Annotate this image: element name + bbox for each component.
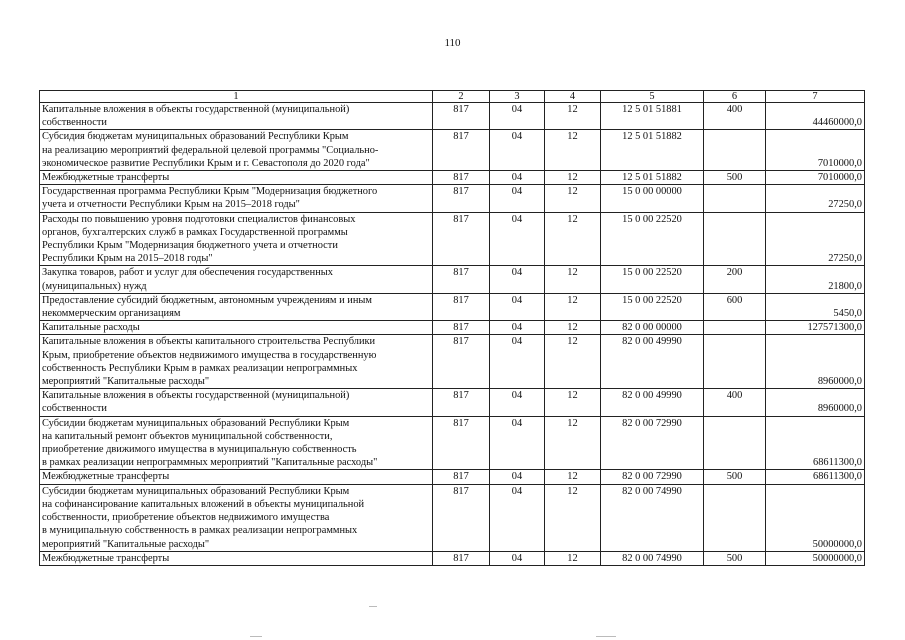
row-cell-c3: 04 — [490, 551, 545, 565]
row-cell-c6 — [704, 416, 766, 470]
row-name-line: собственности — [42, 117, 107, 129]
row-name-cell — [40, 185, 433, 212]
row-cell-c5: 82 0 00 49990 — [601, 389, 704, 416]
header-cell-7: 7 — [766, 91, 865, 103]
row-name-line: мероприятий "Капитальные расходы" — [42, 538, 210, 550]
row-name-line: (муниципальных) нужд — [42, 280, 147, 292]
row-cell-c4: 12 — [545, 321, 601, 335]
row-cell-c5: 15 0 00 22520 — [601, 293, 704, 320]
row-cell-c4: 12 — [545, 130, 601, 171]
row-cell-c3: 04 — [490, 470, 545, 484]
row-amount-cell: 44460000,0 — [766, 103, 865, 130]
row-name-line: Капитальные вложения в объекты государственной (муниципальной) — [42, 390, 350, 402]
row-cell-c6: 500 — [704, 551, 766, 565]
row-cell-c3: 04 — [490, 293, 545, 320]
row-name-line: в рамках реализации непрограммных мероприятий "Капитальные расходы" — [42, 457, 378, 469]
row-name-cell — [40, 293, 433, 320]
header-cell-5: 5 — [601, 91, 704, 103]
row-name-line: собственности — [42, 403, 107, 415]
row-name-line: Межбюджетные трансферты — [42, 552, 170, 564]
row-cell-c5: 82 0 00 00000 — [601, 321, 704, 335]
row-cell-c6: 600 — [704, 293, 766, 320]
row-cell-c5: 82 0 00 74990 — [601, 551, 704, 565]
row-name-line: Субсидии бюджетам муниципальных образований Республики Крым — [42, 485, 350, 497]
row-cell-c3: 04 — [490, 212, 545, 266]
row-cell-c2: 817 — [433, 212, 490, 266]
table-row — [40, 484, 865, 551]
row-amount-cell: 21800,0 — [766, 266, 865, 293]
table-row — [40, 266, 865, 293]
header-cell-2: 2 — [433, 91, 490, 103]
row-cell-c4: 12 — [545, 212, 601, 266]
row-amount-cell: 50000000,0 — [766, 551, 865, 565]
row-cell-c6 — [704, 335, 766, 389]
table-row — [40, 171, 865, 185]
budget-table — [39, 90, 865, 566]
row-cell-c6 — [704, 185, 766, 212]
row-cell-c4: 12 — [545, 335, 601, 389]
row-name-line: на софинансирование капитальных вложений в объекты муниципальной — [42, 498, 365, 510]
row-cell-c2: 817 — [433, 389, 490, 416]
row-cell-c5: 12 5 01 51882 — [601, 130, 704, 171]
row-cell-c3: 04 — [490, 171, 545, 185]
table-row — [40, 185, 865, 212]
row-amount-cell: 8960000,0 — [766, 335, 865, 389]
row-amount-cell: 50000000,0 — [766, 484, 865, 551]
row-name-line: учета и отчетности Республики Крым на 2015–2018 годы" — [42, 199, 300, 211]
row-name-line: Республики Крым "Модернизация бюджетного учета и отчетности — [42, 240, 338, 252]
row-name-line: Государственная программа Республики Крым "Модернизация бюджетного — [42, 186, 378, 198]
row-cell-c3: 04 — [490, 389, 545, 416]
header-cell-4: 4 — [545, 91, 601, 103]
row-name-cell — [40, 416, 433, 470]
row-name-line: Расходы по повышению уровня подготовки специалистов финансовых — [42, 213, 356, 225]
row-cell-c4: 12 — [545, 293, 601, 320]
row-cell-c6: 500 — [704, 171, 766, 185]
table-row — [40, 212, 865, 266]
row-name-cell — [40, 389, 433, 416]
row-cell-c3: 04 — [490, 484, 545, 551]
row-name-line: собственность Республики Крым в рамках реализации непрограммных — [42, 362, 358, 374]
table-body — [40, 103, 865, 566]
row-name-line: на капитальный ремонт объектов муниципальной собственности, — [42, 430, 333, 442]
row-cell-c5: 82 0 00 72990 — [601, 470, 704, 484]
row-amount-cell: 7010000,0 — [766, 171, 865, 185]
row-name-cell — [40, 484, 433, 551]
table-row — [40, 389, 865, 416]
header-cell-6: 6 — [704, 91, 766, 103]
row-name-cell — [40, 103, 433, 130]
header-row — [40, 91, 865, 103]
row-cell-c2: 817 — [433, 266, 490, 293]
row-cell-c4: 12 — [545, 171, 601, 185]
row-cell-c4: 12 — [545, 103, 601, 130]
row-cell-c3: 04 — [490, 416, 545, 470]
row-cell-c2: 817 — [433, 293, 490, 320]
row-name-cell — [40, 335, 433, 389]
row-cell-c6: 400 — [704, 103, 766, 130]
row-name-line: Республики Крым на 2015–2018 годы" — [42, 253, 213, 265]
row-amount-cell: 7010000,0 — [766, 130, 865, 171]
row-name-line: Субсидии бюджетам муниципальных образований Республики Крым — [42, 417, 350, 429]
row-name-line: Крым, приобретение объектов недвижимого имущества в государственную — [42, 349, 377, 361]
row-cell-c2: 817 — [433, 551, 490, 565]
row-name-cell — [40, 212, 433, 266]
row-name-line: приобретение движимого имущества в муниципальную собственность — [42, 444, 357, 456]
row-amount-cell: 127571300,0 — [766, 321, 865, 335]
row-amount-cell: 5450,0 — [766, 293, 865, 320]
row-cell-c6 — [704, 321, 766, 335]
row-cell-c4: 12 — [545, 266, 601, 293]
row-cell-c4: 12 — [545, 470, 601, 484]
row-name-cell — [40, 321, 433, 335]
row-cell-c3: 04 — [490, 130, 545, 171]
row-cell-c3: 04 — [490, 185, 545, 212]
row-name-line: собственности, приобретение объектов недвижимого имущества — [42, 512, 330, 524]
row-name-line: экономическое развитие Республики Крым и г. Севастополя до 2020 года" — [42, 157, 370, 169]
row-cell-c4: 12 — [545, 484, 601, 551]
row-amount-cell: 8960000,0 — [766, 389, 865, 416]
row-amount-cell: 27250,0 — [766, 212, 865, 266]
row-name-line: Капитальные расходы — [42, 322, 140, 334]
row-cell-c5: 12 5 01 51881 — [601, 103, 704, 130]
row-cell-c3: 04 — [490, 103, 545, 130]
row-cell-c2: 817 — [433, 484, 490, 551]
row-name-line: Субсидия бюджетам муниципальных образований Республики Крым — [42, 131, 349, 143]
row-cell-c6 — [704, 212, 766, 266]
row-name-line: на реализацию мероприятий федеральной целевой программы "Социально- — [42, 144, 379, 156]
row-cell-c2: 817 — [433, 321, 490, 335]
row-name-line: некоммерческим организациям — [42, 308, 181, 320]
row-cell-c5: 15 0 00 22520 — [601, 212, 704, 266]
table-row — [40, 293, 865, 320]
row-name-line: Капитальные вложения в объекты капитального строительства Республики — [42, 336, 376, 348]
row-cell-c2: 817 — [433, 130, 490, 171]
table-header — [40, 91, 865, 103]
row-name-line: Межбюджетные трансферты — [42, 172, 170, 184]
page-number: 110 — [444, 37, 461, 49]
row-name-cell — [40, 266, 433, 293]
row-name-line: мероприятий "Капитальные расходы" — [42, 376, 210, 388]
row-name-line: органов, бухгалтерских служб в рамках Государственной программы — [42, 226, 348, 238]
row-name-line: Закупка товаров, работ и услуг для обеспечения государственных — [42, 267, 333, 279]
row-cell-c6 — [704, 130, 766, 171]
row-name-cell — [40, 130, 433, 171]
row-cell-c4: 12 — [545, 416, 601, 470]
header-cell-3: 3 — [490, 91, 545, 103]
row-cell-c2: 817 — [433, 335, 490, 389]
row-cell-c3: 04 — [490, 321, 545, 335]
row-cell-c3: 04 — [490, 266, 545, 293]
row-cell-c2: 817 — [433, 416, 490, 470]
row-cell-c5: 82 0 00 72990 — [601, 416, 704, 470]
row-cell-c6: 500 — [704, 470, 766, 484]
table-row — [40, 130, 865, 171]
table-row — [40, 103, 865, 130]
table-row — [40, 470, 865, 484]
row-amount-cell: 27250,0 — [766, 185, 865, 212]
table-row — [40, 551, 865, 565]
row-cell-c5: 82 0 00 74990 — [601, 484, 704, 551]
table-row — [40, 416, 865, 470]
row-name-cell — [40, 551, 433, 565]
table-row — [40, 335, 865, 389]
row-name-cell — [40, 171, 433, 185]
row-cell-c4: 12 — [545, 185, 601, 212]
row-cell-c5: 82 0 00 49990 — [601, 335, 704, 389]
row-cell-c2: 817 — [433, 103, 490, 130]
row-name-line: Межбюджетные трансферты — [42, 471, 170, 483]
row-amount-cell: 68611300,0 — [766, 416, 865, 470]
header-cell-1: 1 — [40, 91, 433, 103]
row-cell-c5: 15 0 00 00000 — [601, 185, 704, 212]
row-name-cell — [40, 470, 433, 484]
row-cell-c5: 12 5 01 51882 — [601, 171, 704, 185]
row-cell-c6 — [704, 484, 766, 551]
row-cell-c6: 400 — [704, 389, 766, 416]
row-name-line: Капитальные вложения в объекты государственной (муниципальной) — [42, 104, 350, 115]
page-bottom-marks — [0, 606, 905, 610]
row-cell-c2: 817 — [433, 470, 490, 484]
row-cell-c6: 200 — [704, 266, 766, 293]
row-cell-c5: 15 0 00 22520 — [601, 266, 704, 293]
row-cell-c4: 12 — [545, 389, 601, 416]
row-name-line: в муниципальную собственность в рамках реализации непрограммных — [42, 525, 358, 537]
table-row — [40, 321, 865, 335]
row-amount-cell: 68611300,0 — [766, 470, 865, 484]
row-cell-c2: 817 — [433, 171, 490, 185]
row-cell-c4: 12 — [545, 551, 601, 565]
row-cell-c2: 817 — [433, 185, 490, 212]
row-cell-c3: 04 — [490, 335, 545, 389]
row-name-line: Предоставление субсидий бюджетным, автономным учреждениям и иным — [42, 294, 372, 306]
